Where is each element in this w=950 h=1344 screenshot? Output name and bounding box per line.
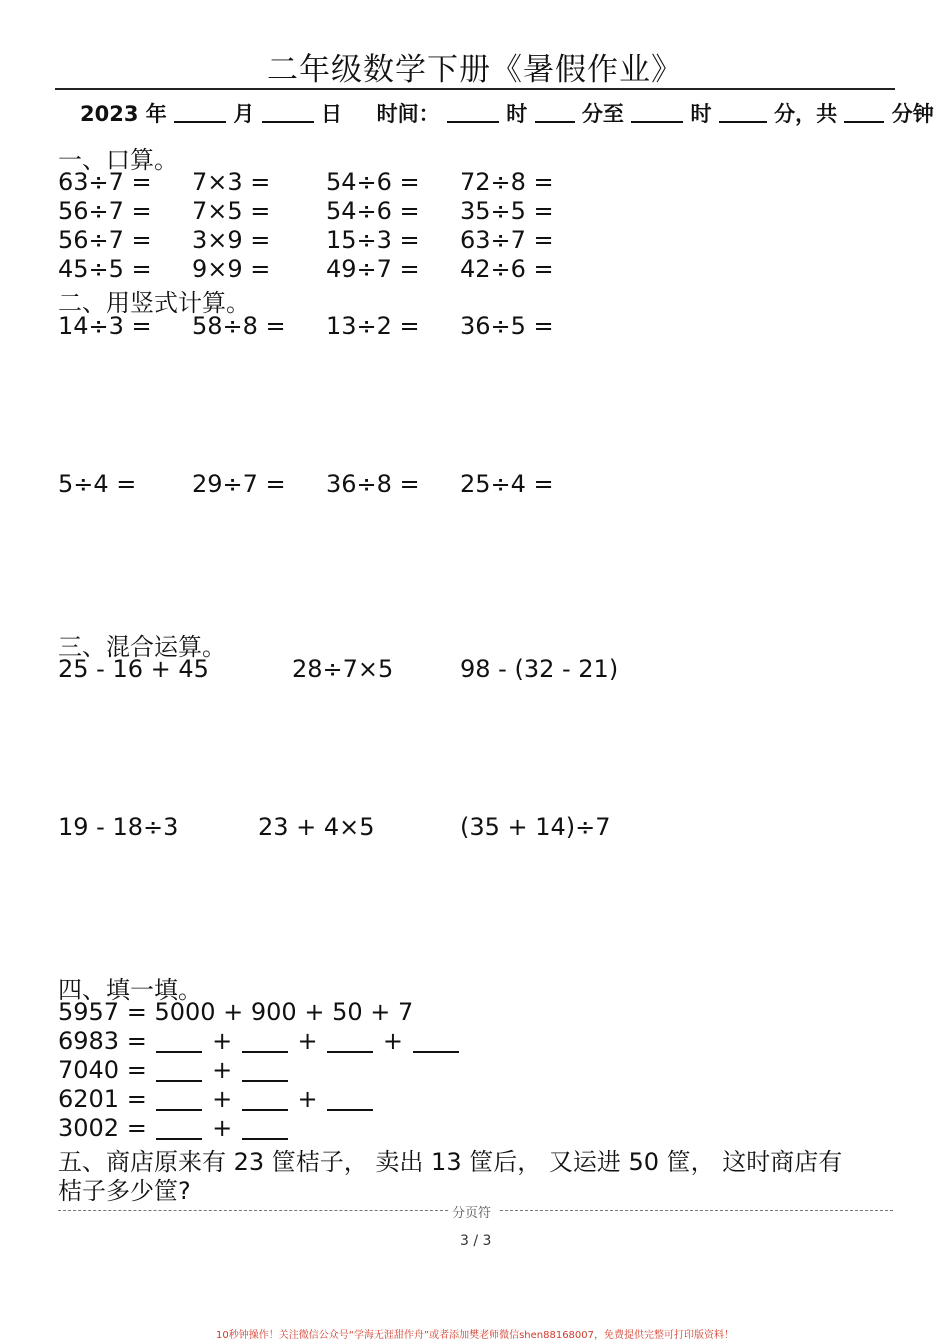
day-blank — [262, 101, 314, 123]
total-minutes-blank — [844, 101, 884, 123]
section-mixed-heading: 三、混合运算。 — [58, 633, 226, 661]
start-hour-blank — [447, 101, 499, 123]
answer-blank[interactable] — [327, 1029, 373, 1053]
time-label: 时间： — [376, 102, 440, 126]
page-number: 3 / 3 — [460, 1233, 492, 1249]
minute-to-label: 分至 — [581, 102, 624, 126]
answer-blank[interactable] — [242, 1116, 288, 1140]
problem: 3×9 = — [192, 226, 271, 254]
problem: 49÷7 = — [326, 255, 420, 283]
month-blank — [174, 101, 226, 123]
section-word-problem: 五、商店原来有 23 筐桔子， 卖出 13 筐后， 又运进 50 筐， 这时商店有 — [58, 1148, 843, 1176]
problem: 36÷5 = — [460, 312, 554, 340]
answer-blank[interactable] — [242, 1029, 288, 1053]
fill-row — [58, 1114, 290, 1142]
problem: 14÷3 = — [58, 312, 152, 340]
section-vertical-heading: 二、用竖式计算。 — [58, 289, 250, 317]
section-oral-heading: 一、口算。 — [58, 146, 178, 174]
section-fill-heading: 四、填一填。 — [58, 976, 202, 1004]
answer-blank[interactable] — [156, 1058, 202, 1082]
problem: 7×3 = — [192, 168, 271, 196]
problem: 36÷8 = — [326, 470, 420, 498]
fill-number: 6983 = — [58, 1027, 147, 1055]
fill-row — [58, 1027, 461, 1055]
footer-notice: 10秒钟操作！关注微信公众号“学海无涯甜作舟”或者添加樊老师微信shen88168007，免费提供完整可打印版资料！ — [215, 1330, 735, 1341]
problem: 63÷7 = — [460, 226, 554, 254]
problem: 28÷7×5 — [292, 655, 394, 683]
problem: 42÷6 = — [460, 255, 554, 283]
answer-blank[interactable] — [156, 1087, 202, 1111]
answer-blank[interactable] — [327, 1087, 373, 1111]
date-time-row — [80, 98, 934, 128]
fill-row — [58, 1085, 375, 1113]
fill-number: 7040 = — [58, 1056, 147, 1084]
problem: 58÷8 = — [192, 312, 286, 340]
plus-sign: + — [212, 1056, 233, 1084]
fill-number: 6201 = — [58, 1085, 147, 1113]
problem: 25÷4 = — [460, 470, 554, 498]
problem: 13÷2 = — [326, 312, 420, 340]
hour-label-1: 时 — [506, 102, 528, 126]
problem: 54÷6 = — [326, 197, 420, 225]
problem: (35 + 14)÷7 — [460, 813, 611, 841]
answer-blank[interactable] — [156, 1116, 202, 1140]
problem: 63÷7 = — [58, 168, 152, 196]
problem: 54÷6 = — [326, 168, 420, 196]
problem: 25 - 16 + 45 — [58, 655, 209, 683]
page-title: 二年级数学下册《暑假作业》 — [267, 52, 683, 88]
end-minute-blank — [719, 101, 767, 123]
problem: 29÷7 = — [192, 470, 286, 498]
plus-sign: + — [212, 1027, 233, 1055]
problem: 7×5 = — [192, 197, 271, 225]
problem: 15÷3 = — [326, 226, 420, 254]
fill-number: 3002 = — [58, 1114, 147, 1142]
answer-blank[interactable] — [156, 1029, 202, 1053]
page-break-line — [500, 1210, 893, 1211]
hour-label-2: 时 — [690, 102, 712, 126]
title-divider — [55, 88, 895, 90]
minute-total-label: 分，共 — [774, 102, 838, 126]
plus-sign: + — [297, 1085, 318, 1113]
year-label: 2023 年 — [80, 102, 167, 126]
problem: 19 - 18÷3 — [58, 813, 179, 841]
fill-row — [58, 1056, 290, 1084]
answer-blank[interactable] — [242, 1058, 288, 1082]
plus-sign: + — [212, 1114, 233, 1142]
problem: 98 - (32 - 21) — [460, 655, 619, 683]
plus-sign: + — [382, 1027, 403, 1055]
plus-sign: + — [212, 1085, 233, 1113]
problem: 72÷8 = — [460, 168, 554, 196]
fill-example: 5957 = 5000 + 900 + 50 + 7 — [58, 998, 414, 1026]
problem: 23 + 4×5 — [258, 813, 375, 841]
problem: 35÷5 = — [460, 197, 554, 225]
month-label: 月 — [233, 102, 255, 126]
problem: 45÷5 = — [58, 255, 152, 283]
section-word-problem-cont: 桔子多少筐? — [58, 1177, 191, 1205]
plus-sign: + — [297, 1027, 318, 1055]
total-minutes-label: 分钟 — [891, 102, 934, 126]
answer-blank[interactable] — [242, 1087, 288, 1111]
problem: 5÷4 = — [58, 470, 137, 498]
page-break-line — [58, 1210, 448, 1211]
problem: 56÷7 = — [58, 226, 152, 254]
page-break-label: 分页符 — [452, 1206, 492, 1221]
end-hour-blank — [631, 101, 683, 123]
answer-blank[interactable] — [413, 1029, 459, 1053]
day-label: 日 — [321, 102, 343, 126]
problem: 56÷7 = — [58, 197, 152, 225]
problem: 9×9 = — [192, 255, 271, 283]
start-minute-blank — [535, 101, 575, 123]
